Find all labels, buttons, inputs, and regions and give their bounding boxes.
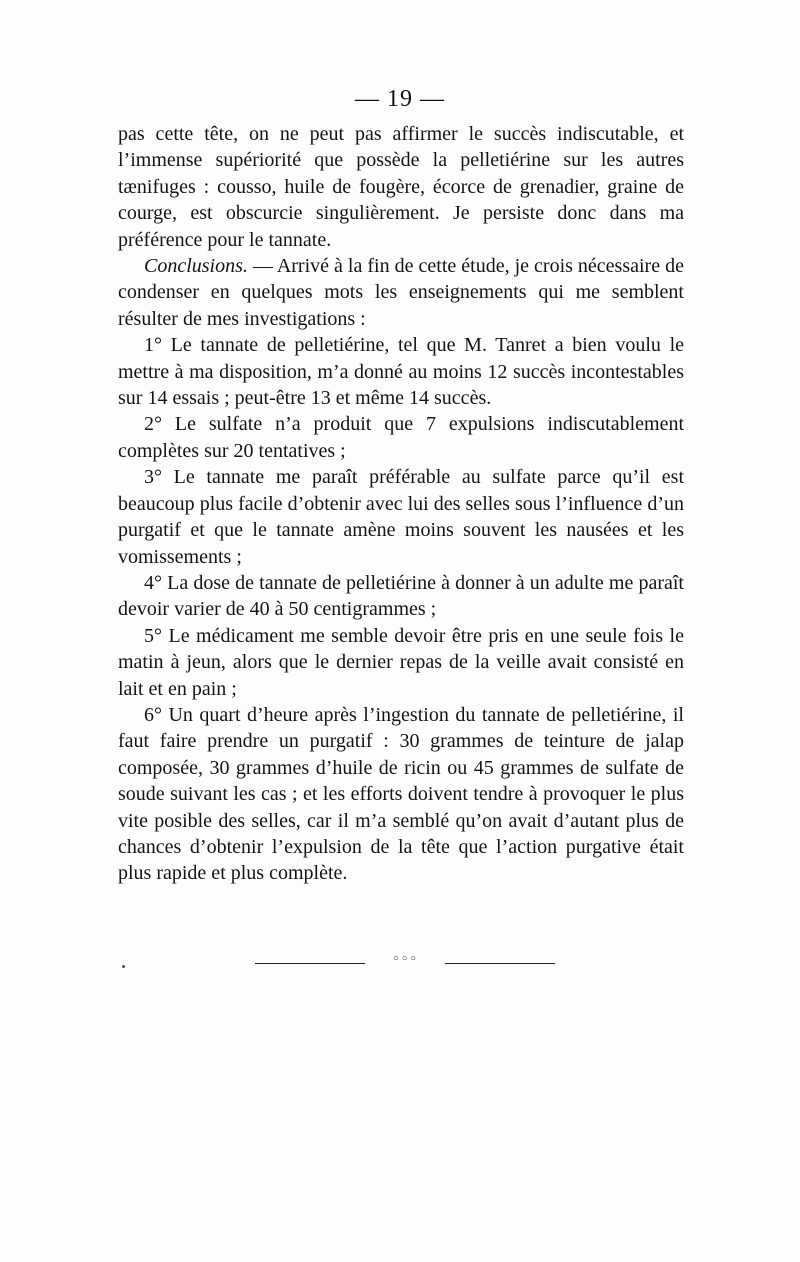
paragraph-text: 3° Le tannate me paraît préférable au sulfate parce qu’il est beaucoup plus facile d’obtenir avec lui des selles sous l’influence d’un purgatif et que le tannate amène moins souvent les nausées et les vomissements ;	[118, 466, 684, 568]
body-text	[118, 121, 684, 887]
conclusion-item-6	[118, 702, 684, 887]
paragraph-conclusions	[118, 253, 684, 332]
paragraph-text: 2° Le sulfate n’a produit que 7 expulsions indiscutablement complètes sur 20 tentatives ;	[118, 413, 684, 462]
paragraph-text: 1° Le tannate de pelletiérine, tel que M. Tanret a bien voulu le mettre à ma disposition, m’a donné au moins 12 succès incontestables sur 14 essais ; peut-être 13 et même 14 succès.	[118, 334, 684, 410]
paragraph-text: pas cette tête, on ne peut pas affirmer le succès indiscutable, et l’immense supériorité que possède la pelletiérine sur les autres tænifuges : cousso, huile de fougère, écorce de grenadier, graine de courge, est obscurcie singulièrement. Je persiste donc dans ma préférence pour le tannate.	[118, 123, 684, 251]
ornament-rule-right	[445, 963, 555, 964]
conclusion-item-5	[118, 623, 684, 702]
print-speck	[122, 965, 125, 968]
conclusion-item-4	[118, 570, 684, 623]
page-number: — 19 —	[355, 86, 445, 112]
conclusion-item-3	[118, 464, 684, 570]
conclusions-heading: Conclusions.	[144, 255, 248, 278]
paragraph-continuation	[118, 121, 684, 253]
end-ornament	[255, 952, 555, 971]
conclusion-item-1	[118, 332, 684, 411]
paragraph-text: 5° Le médicament me semble devoir être pris en une seule fois le matin à jeun, alors que le dernier repas de la veille avait consisté en lait et en pain ;	[118, 624, 684, 700]
ornament-glyphs: ◦◦◦	[391, 952, 418, 967]
ornament-rule-left	[255, 963, 365, 964]
paragraph-text: 4° La dose de tannate de pelletiérine à donner à un adulte me paraît devoir varier de 40 à 50 centigrammes ;	[118, 571, 684, 621]
conclusion-item-2	[118, 411, 684, 464]
paragraph-text: 6° Un quart d’heure après l’ingestion du tannate de pelletiérine, il faut faire prendre un purgatif : 30 grammes de teinture de jalap composée, 30 grammes d’huile de ricin ou 45 grammes de sulfate de soude suivant les cas ; et les efforts doivent tendre à provoquer le plus vite posible des selles, car il m’a semblé qu’on avait d’autant plus de chances d’obtenir l’expulsion de la tête que l’action purgative était plus rapide et plus complète.	[118, 703, 684, 885]
paragraph-text: — Arrivé à la fin de cette étude, je crois nécessaire de condenser en quelques mots les enseignements qui me semblent résulter de mes investigations :	[118, 255, 684, 330]
